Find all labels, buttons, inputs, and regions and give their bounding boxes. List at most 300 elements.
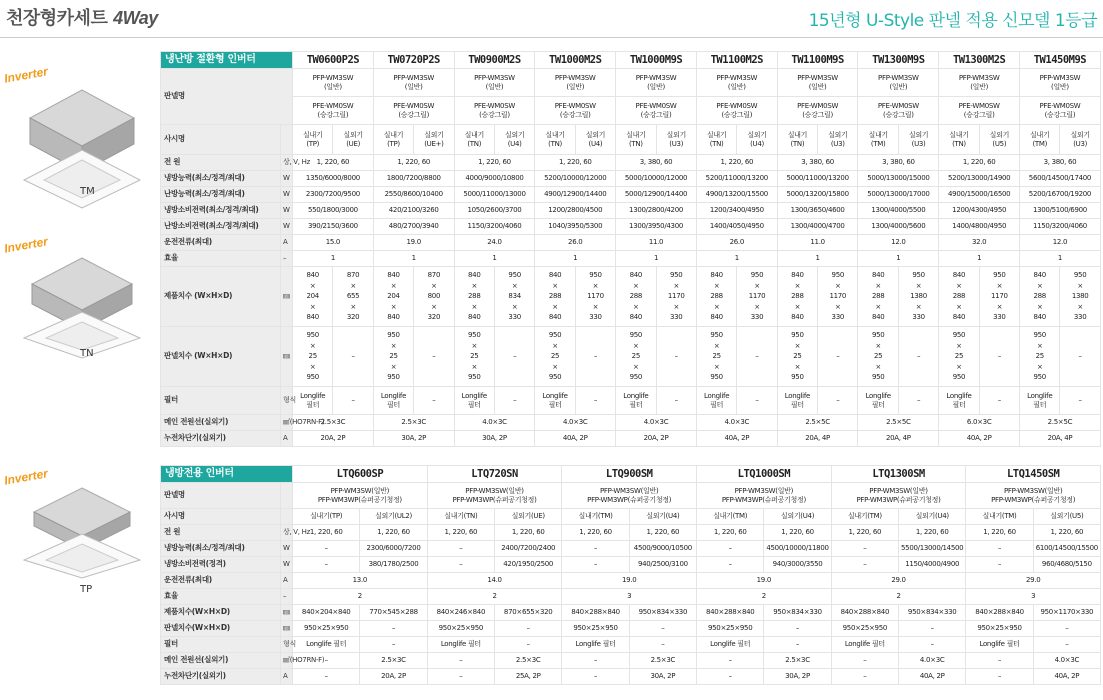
row-unit: A — [281, 431, 293, 447]
table-cell: 950×25×950 — [697, 621, 764, 637]
table-cell: 2.5×3C — [373, 415, 454, 431]
row-unit: ㎜ — [281, 605, 293, 621]
table-cell: PFE-WM0SW (승강그릴) — [777, 97, 858, 125]
table-cell: PFP-WM3SW (일반) — [373, 69, 454, 97]
table-cell: – — [656, 387, 696, 415]
table-cell: 실내기 (TM) — [858, 125, 898, 155]
table-cell: 3, 380, 60 — [777, 155, 858, 171]
table-cell: 5000/11000/13000 — [454, 187, 535, 203]
table-cell: PFE-WM0SW (승강그릴) — [373, 97, 454, 125]
table-cell: 2 — [293, 589, 428, 605]
table-cell: 4500/10000/11800 — [764, 541, 831, 557]
table-cell: 4.0×3C — [696, 415, 777, 431]
table-cell: 실내기 (TP) — [293, 125, 333, 155]
table-cell: – — [293, 557, 360, 573]
row-unit: W — [281, 187, 293, 203]
table-cell: 950 × 1170 × 330 — [979, 267, 1019, 327]
table-cell: – — [764, 621, 831, 637]
row-unit: 형식 — [281, 387, 293, 415]
table-cell: 실외기(UL2) — [360, 509, 427, 525]
table-cell: 1200/4300/4950 — [939, 203, 1020, 219]
table-cell: 1300/5100/6900 — [1020, 203, 1101, 219]
table-row — [161, 125, 1101, 155]
table-cell: 실내기(TP) — [293, 509, 360, 525]
row-label: 누전차단기(실외기) — [161, 669, 281, 685]
table-cell: Longlife 필터 — [427, 637, 494, 653]
table-cell: 1350/6000/8000 — [293, 171, 374, 187]
table-cell: 1, 220, 60 — [454, 155, 535, 171]
table-cell: – — [562, 541, 629, 557]
row-unit — [281, 125, 293, 155]
table-cell: 26.0 — [696, 235, 777, 251]
table-cell: 1300/3950/4300 — [616, 219, 697, 235]
table-cell: – — [1033, 621, 1100, 637]
model-name: LTQ720SN — [427, 466, 562, 483]
table-cell: 1400/4800/4950 — [939, 219, 1020, 235]
table-cell: 4500/9000/10500 — [629, 541, 696, 557]
table-row — [161, 203, 1101, 219]
table-cell: 1, 220, 60 — [535, 155, 616, 171]
table-cell: – — [1060, 387, 1100, 415]
table-row — [161, 97, 1101, 125]
table-cell: 14.0 — [427, 573, 562, 589]
row-label: 사시명 — [161, 509, 281, 525]
table-cell: 840 × 288 × 840 — [1020, 267, 1060, 327]
table-cell: Longlife 필터 — [616, 387, 656, 415]
table-cell: 840×288×840 — [697, 605, 764, 621]
table-cell: PFE-WM0SW (승강그릴) — [454, 97, 535, 125]
table-cell: 950×25×950 — [427, 621, 494, 637]
table-cell: 실내기(TM) — [697, 509, 764, 525]
table-cell: – — [360, 637, 427, 653]
table-cell: – — [966, 541, 1033, 557]
model-name: LTQ600SP — [293, 466, 428, 483]
table-cell: 1150/3200/4060 — [1020, 219, 1101, 235]
row-label: 전 원 — [161, 525, 281, 541]
table-cell: – — [831, 557, 898, 573]
table-cell: 20A, 4P — [858, 431, 939, 447]
table-cell: – — [293, 653, 360, 669]
table-cell: 4.0×3C — [454, 415, 535, 431]
table-row — [161, 509, 1101, 525]
table-cell: – — [831, 653, 898, 669]
table-cell: 380/1780/2500 — [360, 557, 427, 573]
table-row — [161, 171, 1101, 187]
table-row — [161, 557, 1101, 573]
table-cell: – — [1060, 327, 1100, 387]
table-header-row — [161, 52, 1101, 69]
table-cell: 1 — [535, 251, 616, 267]
row-label: 판넬명 — [161, 69, 293, 125]
table-cell: 1 — [777, 251, 858, 267]
table-cell: 1, 220, 60 — [427, 525, 494, 541]
table-cell: Longlife 필터 — [831, 637, 898, 653]
table-cell: 2 — [831, 589, 966, 605]
table-cell: 20A, 2P — [293, 431, 374, 447]
row-label: 판넬명 — [161, 483, 281, 509]
table-cell: 29.0 — [831, 573, 966, 589]
table-cell: – — [899, 637, 966, 653]
table-cell: 6100/14500/15500 — [1033, 541, 1100, 557]
row-unit: A — [281, 573, 293, 589]
table-row — [161, 431, 1101, 447]
table-cell: 2 — [427, 589, 562, 605]
spec-table-cool-only — [160, 465, 1101, 685]
table-cell: – — [562, 669, 629, 685]
table-cell: 840 × 288 × 840 — [454, 267, 494, 327]
table-cell: – — [966, 557, 1033, 573]
table-cell: 2.5×5C — [858, 415, 939, 431]
model-name: TW0900M2S — [454, 52, 535, 69]
table-cell: 30A, 2P — [373, 431, 454, 447]
model-name: TW0600P2S — [293, 52, 374, 69]
table-cell: 840 × 288 × 840 — [696, 267, 736, 327]
table-cell: 960/4680/5150 — [1033, 557, 1100, 573]
table-cell: 5000/11000/13200 — [777, 171, 858, 187]
table-cell: 실내기(TM) — [966, 509, 1033, 525]
table-cell: 2400/7200/2400 — [495, 541, 562, 557]
table-cell: 950×834×330 — [629, 605, 696, 621]
table-cell: 950 × 25 × 950 — [454, 327, 494, 387]
table-cell: Longlife 필터 — [966, 637, 1033, 653]
table-cell: 950×25×950 — [562, 621, 629, 637]
table-cell: 실내기(TM) — [831, 509, 898, 525]
table-row — [161, 541, 1101, 557]
table-cell: 950 × 25 × 950 — [616, 327, 656, 387]
row-label: 효율 — [161, 589, 281, 605]
table-cell: 840×204×840 — [293, 605, 360, 621]
row-unit: ㎜ — [281, 621, 293, 637]
table-cell: 1150/4000/4900 — [899, 557, 966, 573]
table-cell: 950 × 1170 × 330 — [575, 267, 615, 327]
table-cell: PFP-WM3SW(일반) PFP-WM3WP(슈퍼공기청정) — [697, 483, 832, 509]
table-cell: – — [737, 327, 777, 387]
table-cell: – — [333, 387, 373, 415]
table-cell: 2.5×3C — [629, 653, 696, 669]
table-cell: 950 × 25 × 950 — [858, 327, 898, 387]
table-cell: 950 × 25 × 950 — [293, 327, 333, 387]
table-cell: 1050/2600/3700 — [454, 203, 535, 219]
table-cell: – — [562, 653, 629, 669]
table-cell: 실외기(U4) — [764, 509, 831, 525]
table-cell: 950 × 25 × 950 — [373, 327, 413, 387]
row-label: 필터 — [161, 637, 281, 653]
table-cell: – — [966, 653, 1033, 669]
row-unit: ㎟(HO7RN-F) — [281, 415, 293, 431]
inverter-badge: Inverter — [3, 466, 49, 488]
table-cell: – — [427, 557, 494, 573]
table-cell: 1, 220, 60 — [966, 525, 1033, 541]
model-name: LTQ1300SM — [831, 466, 966, 483]
table-cell: 실외기 (U3) — [656, 125, 696, 155]
table-cell: 550/1800/3000 — [293, 203, 374, 219]
table-cell: PFP-WM3SW (일반) — [293, 69, 374, 97]
model-name: TW1100M2S — [696, 52, 777, 69]
table-cell: PFP-WM3SW (일반) — [858, 69, 939, 97]
table-cell: Longlife 필터 — [454, 387, 494, 415]
table-row — [161, 637, 1101, 653]
table-cell: 1 — [858, 251, 939, 267]
table-cell: 4.0×3C — [1033, 653, 1100, 669]
row-label: 난방능력(최소/정격/최대) — [161, 187, 281, 203]
table-cell: 3, 380, 60 — [616, 155, 697, 171]
table-cell: 1, 220, 60 — [293, 525, 360, 541]
table-row — [161, 653, 1101, 669]
table-cell: 1, 220, 60 — [831, 525, 898, 541]
table-cell: 19.0 — [697, 573, 832, 589]
row-unit: A — [281, 669, 293, 685]
table-cell: 실외기(UE) — [495, 509, 562, 525]
table-row — [161, 267, 1101, 327]
row-unit — [281, 509, 293, 525]
table-cell: – — [575, 327, 615, 387]
table-cell: 4900/13200/15500 — [696, 187, 777, 203]
table-cell: 950×25×950 — [966, 621, 1033, 637]
row-unit: W — [281, 541, 293, 557]
row-unit: ㎜ — [281, 267, 293, 327]
section-title: 냉난방 절환형 인버터 — [161, 52, 293, 69]
table-cell: 5500/13000/14500 — [899, 541, 966, 557]
table-cell: 2.5×3C — [293, 415, 374, 431]
table-row — [161, 415, 1101, 431]
table-cell: 840 × 204 × 840 — [293, 267, 333, 327]
table-cell: – — [494, 387, 534, 415]
row-label: 냉방능력(최소/정격/최대) — [161, 541, 281, 557]
table-cell: 24.0 — [454, 235, 535, 251]
table-cell: 1, 220, 60 — [696, 155, 777, 171]
table-cell: Longlife 필터 — [858, 387, 898, 415]
table-cell: PFE-WM0SW (승강그릴) — [939, 97, 1020, 125]
table-cell: PFP-WM3SW (일반) — [696, 69, 777, 97]
table-cell: Longlife 필터 — [777, 387, 817, 415]
table-cell: 950 × 1380 × 330 — [1060, 267, 1100, 327]
table-cell: 1 — [454, 251, 535, 267]
table-row — [161, 621, 1101, 637]
table-cell: 840 × 288 × 840 — [939, 267, 979, 327]
table-cell: 840 × 288 × 840 — [616, 267, 656, 327]
row-unit: ㎜ — [281, 327, 293, 387]
table-cell: Longlife 필터 — [293, 637, 360, 653]
model-name: TW1300M2S — [939, 52, 1020, 69]
table-cell: 30A, 2P — [764, 669, 831, 685]
table-cell: 940/3000/3550 — [764, 557, 831, 573]
table-cell: 870 × 655 × 320 — [333, 267, 373, 327]
table-row — [161, 327, 1101, 387]
table-cell: Longlife 필터 — [293, 387, 333, 415]
table-cell: 840×288×840 — [562, 605, 629, 621]
table-cell: PFP-WM3SW (일반) — [616, 69, 697, 97]
table-cell: 840×246×840 — [427, 605, 494, 621]
table-cell: 950 × 25 × 950 — [535, 327, 575, 387]
inverter-badge: Inverter — [3, 234, 49, 256]
table-cell: 950 × 1170 × 330 — [818, 267, 858, 327]
table-cell: 950 × 1170 × 330 — [737, 267, 777, 327]
row-label: 냉방소비전력(정격) — [161, 557, 281, 573]
table-cell: 2.5×3C — [360, 653, 427, 669]
table-cell: 25A, 2P — [495, 669, 562, 685]
table-cell: 950 × 25 × 950 — [1020, 327, 1060, 387]
row-unit: ㎟(HO7RN-F) — [281, 653, 293, 669]
table-cell: 4900/12900/14400 — [535, 187, 616, 203]
table-cell: 1, 220, 60 — [293, 155, 374, 171]
table-cell: – — [697, 541, 764, 557]
table-cell: 실외기(U4) — [899, 509, 966, 525]
table-cell: 870×655×320 — [495, 605, 562, 621]
row-unit: W — [281, 557, 293, 573]
row-unit: W — [281, 171, 293, 187]
table-cell: 20A, 4P — [777, 431, 858, 447]
table-cell: – — [427, 669, 494, 685]
table-row — [161, 235, 1101, 251]
table-cell: 11.0 — [777, 235, 858, 251]
table-cell: 40A, 2P — [899, 669, 966, 685]
table-row — [161, 251, 1101, 267]
row-label: 제품치수 (W×H×D) — [161, 267, 281, 327]
table-cell: 실외기 (U4) — [575, 125, 615, 155]
row-label: 사시명 — [161, 125, 281, 155]
table-cell: 1 — [696, 251, 777, 267]
table-cell: – — [293, 541, 360, 557]
table-cell: 1, 220, 60 — [495, 525, 562, 541]
table-cell: 1, 220, 60 — [373, 155, 454, 171]
product-images — [0, 40, 160, 700]
table-cell: 1 — [939, 251, 1020, 267]
table-cell: 1 — [373, 251, 454, 267]
table-cell: – — [831, 669, 898, 685]
table-cell: 29.0 — [966, 573, 1101, 589]
table-cell: – — [495, 621, 562, 637]
table-cell: 실내기 (TN) — [616, 125, 656, 155]
table-cell: 950×25×950 — [293, 621, 360, 637]
table-cell: – — [414, 387, 454, 415]
table-row — [161, 155, 1101, 171]
table-cell: – — [697, 557, 764, 573]
table-cell: 5200/11000/13200 — [696, 171, 777, 187]
table-cell: Longlife 필터 — [697, 637, 764, 653]
table-cell: 실외기 (UE+) — [414, 125, 454, 155]
table-cell: Longlife 필터 — [1020, 387, 1060, 415]
unit-caption: TN — [80, 348, 94, 359]
row-label: 효율 — [161, 251, 281, 267]
table-cell: 5600/14500/17400 — [1020, 171, 1101, 187]
table-cell: 1300/4000/5500 — [858, 203, 939, 219]
table-cell: 40A, 2P — [696, 431, 777, 447]
table-cell: PFP-WM3SW (일반) — [535, 69, 616, 97]
model-name: TW1000M9S — [616, 52, 697, 69]
row-label: 냉방소비전력(최소/정격/최대) — [161, 203, 281, 219]
row-unit: 상, V, Hz — [281, 155, 293, 171]
model-name: TW1100M9S — [777, 52, 858, 69]
cassette-tp-image — [22, 480, 142, 580]
table-cell: 40A, 2P — [1033, 669, 1100, 685]
table-cell: 1040/3950/5300 — [535, 219, 616, 235]
table-cell: – — [831, 541, 898, 557]
table-cell: 1800/7200/8800 — [373, 171, 454, 187]
table-cell: 20A, 4P — [1020, 431, 1101, 447]
table-cell: 1300/2800/4200 — [616, 203, 697, 219]
table-cell: 실외기(U5) — [1033, 509, 1100, 525]
table-cell: 실외기 (U3) — [1060, 125, 1100, 155]
table-cell: 19.0 — [373, 235, 454, 251]
unit-caption: TM — [80, 186, 95, 197]
table-cell: 실내기 (TM) — [1020, 125, 1060, 155]
table-cell: 1, 220, 60 — [360, 525, 427, 541]
model-name: TW1450M9S — [1020, 52, 1101, 69]
table-cell: 실내기(TN) — [427, 509, 494, 525]
table-cell: 5000/12900/14400 — [616, 187, 697, 203]
table-cell: 4900/15000/16500 — [939, 187, 1020, 203]
table-cell: 950 × 25 × 950 — [696, 327, 736, 387]
table-cell: – — [818, 387, 858, 415]
table-cell: PFE-WM0SW (승강그릴) — [535, 97, 616, 125]
table-cell: Longlife 필터 — [562, 637, 629, 653]
table-header-row — [161, 466, 1101, 483]
row-label: 전 원 — [161, 155, 281, 171]
table-cell: 40A, 2P — [535, 431, 616, 447]
table-cell: PFP-WM3SW(일반) PFP-WM3WP(슈퍼공기청정) — [831, 483, 966, 509]
page-title — [6, 4, 158, 30]
table-cell: PFE-WM0SW (승강그릴) — [1020, 97, 1101, 125]
table-cell: 2.5×3C — [764, 653, 831, 669]
row-label: 필터 — [161, 387, 281, 415]
table-cell: 840 × 288 × 840 — [858, 267, 898, 327]
table-cell: 5000/13000/15000 — [858, 171, 939, 187]
table-cell: 30A, 2P — [629, 669, 696, 685]
table-cell: 실외기 (U4) — [494, 125, 534, 155]
table-cell: 480/2700/3940 — [373, 219, 454, 235]
inverter-badge: Inverter — [3, 64, 49, 86]
table-cell: 4000/9000/10800 — [454, 171, 535, 187]
model-name: TW0720P2S — [373, 52, 454, 69]
table-cell: 3, 380, 60 — [858, 155, 939, 171]
table-cell: 390/2150/3600 — [293, 219, 374, 235]
page-subtitle: 15년형 U-Style 판넬 적용 신모델 1등급 — [808, 11, 1097, 31]
table-row — [161, 387, 1101, 415]
table-row — [161, 573, 1101, 589]
table-cell: 1, 220, 60 — [629, 525, 696, 541]
table-cell: 950×834×330 — [764, 605, 831, 621]
table-cell: – — [333, 327, 373, 387]
table-cell: – — [427, 653, 494, 669]
table-cell: 420/1950/2500 — [495, 557, 562, 573]
table-row — [161, 525, 1101, 541]
row-label: 메인 전원선(실외기) — [161, 653, 281, 669]
table-cell: 950 × 25 × 950 — [777, 327, 817, 387]
row-unit: W — [281, 203, 293, 219]
table-cell: – — [427, 541, 494, 557]
table-cell: 실외기 (U5) — [979, 125, 1019, 155]
table-cell: 실내기 (TP) — [373, 125, 413, 155]
table-cell: 12.0 — [1020, 235, 1101, 251]
table-cell: PFP-WM3SW (일반) — [1020, 69, 1101, 97]
row-unit: 형식 — [281, 637, 293, 653]
table-row — [161, 187, 1101, 203]
table-cell: 20A, 2P — [360, 669, 427, 685]
table-cell: PFE-WM0SW (승강그릴) — [293, 97, 374, 125]
table-cell: 3, 380, 60 — [1020, 155, 1101, 171]
table-cell: 1, 220, 60 — [899, 525, 966, 541]
table-cell: 5000/13200/15800 — [777, 187, 858, 203]
table-cell: 1300/4000/5600 — [858, 219, 939, 235]
table-cell: PFP-WM3SW (일반) — [939, 69, 1020, 97]
table-cell: 1300/3650/4600 — [777, 203, 858, 219]
table-cell: 6.0×3C — [939, 415, 1020, 431]
table-cell: – — [899, 621, 966, 637]
table-cell: PFE-WM0SW (승강그릴) — [858, 97, 939, 125]
table-cell: 1200/3400/4950 — [696, 203, 777, 219]
table-cell: 950 × 1380 × 330 — [898, 267, 938, 327]
table-cell: 1, 220, 60 — [562, 525, 629, 541]
